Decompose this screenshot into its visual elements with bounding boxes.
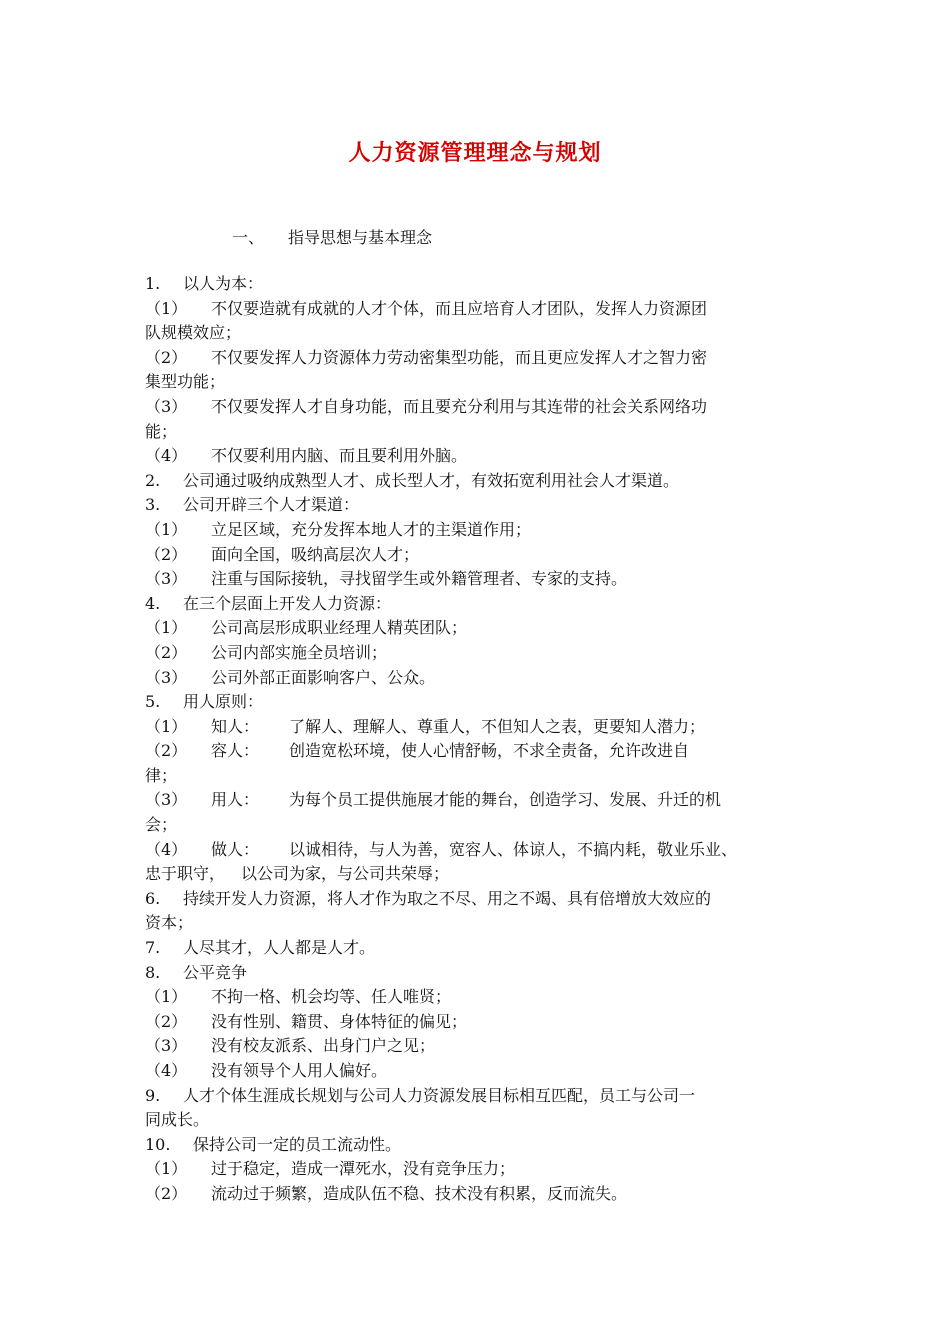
section-number: 一、 [232, 228, 265, 247]
list-item: （3） 用人： 为每个员工提供施展才能的舞台，创造学习、发展、升迁的机 [145, 790, 722, 810]
list-item: （1） 立足区域，充分发挥本地人才的主渠道作用； [145, 519, 532, 539]
list-item-continuation: 集型功能； [145, 372, 226, 392]
list-item: 8. 公平竞争 [145, 962, 248, 982]
list-item: 10. 保持公司一定的员工流动性。 [145, 1134, 402, 1154]
list-item-continuation: 队规模效应； [145, 323, 242, 343]
list-item: （1） 不仅要造就有成就的人才个体，而且应培育人才团队，发挥人力资源团 [145, 298, 708, 318]
list-item: （3） 注重与国际接轨，寻找留学生或外籍管理者、专家的支持。 [145, 569, 628, 589]
list-item-continuation: 忠于职守， 以公司为家，与公司共荣辱； [145, 864, 450, 884]
list-item: （4） 做人： 以诚相待，与人为善，宽容人、体谅人，不搞内耗，敬业乐业、 [145, 839, 738, 859]
list-item-continuation: 同成长。 [145, 1110, 210, 1130]
list-item: （2） 面向全国，吸纳高层次人才； [145, 544, 420, 564]
list-item: （2） 没有性别、籍贯、身体特征的偏见； [145, 1011, 468, 1031]
list-item: （1） 知人： 了解人、理解人、尊重人，不但知人之表，更要知人潜力； [145, 716, 706, 736]
list-item: （2） 流动过于频繁，造成队伍不稳、技术没有积累，反而流失。 [145, 1183, 628, 1203]
list-item: （4） 没有领导个人用人偏好。 [145, 1061, 388, 1080]
list-item: 9. 人才个体生涯成长规划与公司人力资源发展目标相互匹配，员工与公司一 [145, 1085, 696, 1105]
list-item: （1） 过于稳定，造成一潭死水，没有竞争压力； [145, 1159, 516, 1179]
list-item: （2） 容人： 创造宽松环境，使人心情舒畅，不求全责备，允许改进自 [145, 741, 690, 761]
list-item: （2） 不仅要发挥人力资源体力劳动密集型功能，而且更应发挥人才之智力密 [145, 347, 708, 367]
list-item: （3） 不仅要发挥人才自身功能，而且要充分利用与其连带的社会关系网络功 [145, 396, 708, 416]
document-title: 人力资源管理理念与规划 [348, 141, 602, 166]
document-body [145, 272, 817, 1207]
list-item: 5. 用人原则： [145, 692, 264, 712]
list-item-continuation: 能； [145, 421, 178, 441]
list-item: （1） 公司高层形成职业经理人精英团队； [145, 618, 468, 638]
list-item: 1. 以人为本： [145, 274, 264, 293]
list-item-continuation: 资本； [145, 913, 194, 933]
list-item: （3） 公司外部正面影响客户、公众。 [145, 667, 436, 687]
list-item: （3） 没有校友派系、出身门户之见； [145, 1036, 436, 1056]
section-heading [232, 225, 432, 248]
section-title: 指导思想与基本理念 [288, 228, 433, 247]
list-item: 2. 公司通过吸纳成熟型人才、成长型人才，有效拓宽利用社会人才渠道。 [145, 470, 680, 490]
list-item: 4. 在三个层面上开发人力资源： [145, 593, 392, 613]
list-item: 6. 持续开发人力资源，将人才作为取之不尽、用之不竭、具有倍增放大效应的 [145, 888, 712, 908]
list-item: （4） 不仅要利用内脑、而且要利用外脑。 [145, 446, 468, 466]
list-item: （2） 公司内部实施全员培训； [145, 642, 388, 662]
list-item: 3. 公司开辟三个人才渠道： [145, 495, 360, 515]
list-item-continuation: 律； [145, 765, 178, 785]
list-item: （1） 不拘一格、机会均等、任人唯贤； [145, 987, 452, 1007]
list-item: 7. 人尽其才，人人都是人才。 [145, 938, 376, 958]
list-item-continuation: 会； [145, 815, 178, 835]
